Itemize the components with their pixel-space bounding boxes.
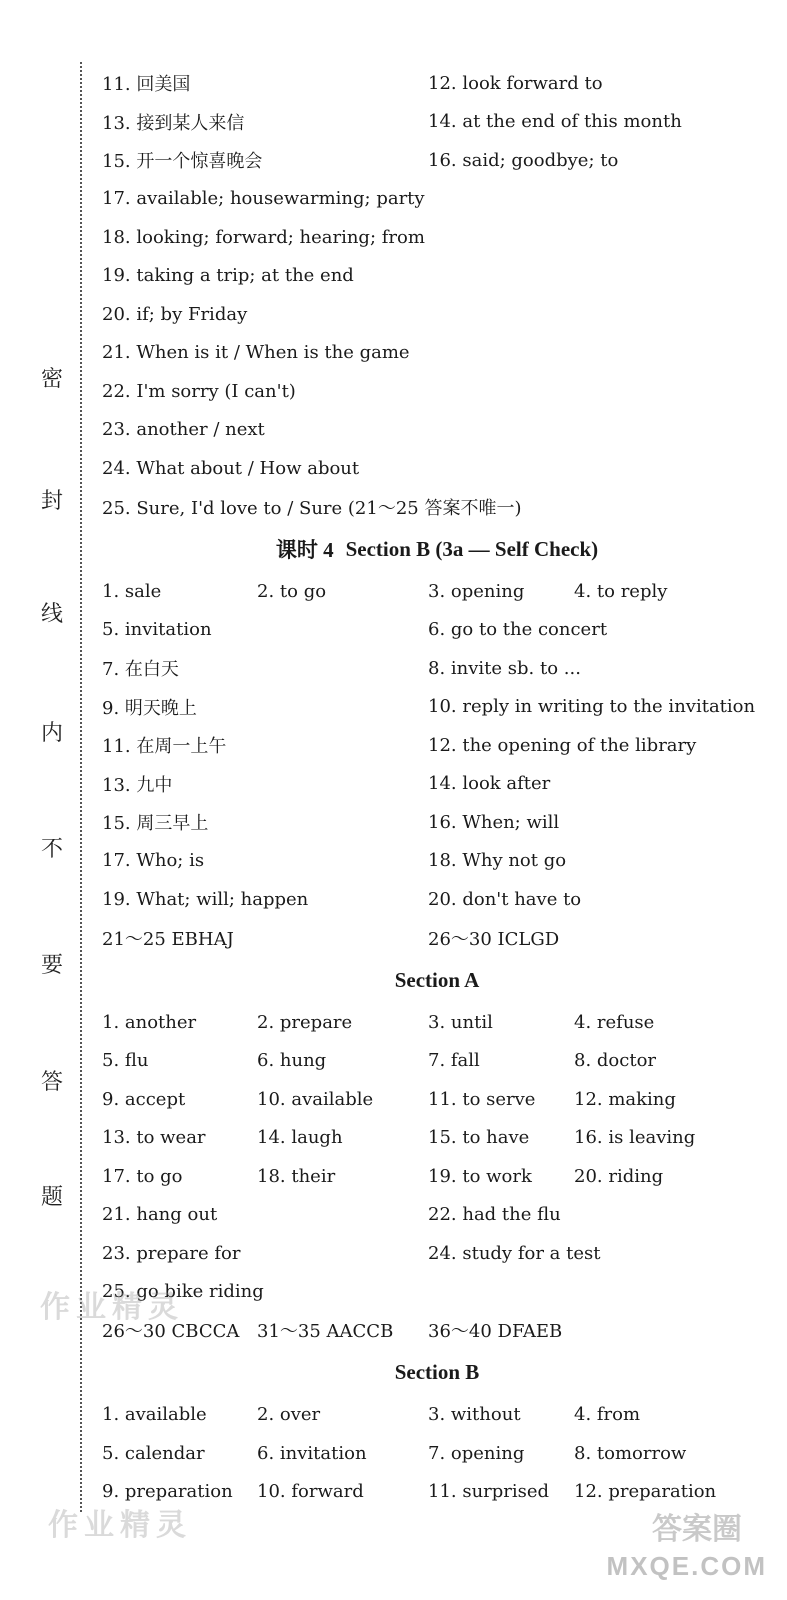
answer-row — [102, 842, 772, 881]
answer-item: 5. invitation — [102, 619, 212, 641]
answer-item: 13. 接到某人来信 — [102, 112, 245, 134]
section-heading-lesson4 — [102, 526, 772, 572]
answer-item: 4. refuse — [574, 1011, 655, 1033]
answer-item: 25. Sure, I'd love to / Sure (21～25 答案不唯一) — [102, 497, 522, 519]
answer-row — [102, 1311, 772, 1350]
answer-item: 11. 在周一上午 — [102, 736, 227, 758]
answer-row — [102, 218, 772, 257]
answer-item: 18. their — [257, 1165, 336, 1187]
seal-char: 要 — [40, 953, 63, 978]
answer-item: 25. go bike riding — [102, 1281, 264, 1303]
answer-row — [102, 765, 772, 804]
answer-row — [102, 1157, 772, 1196]
answer-row — [102, 257, 772, 296]
answer-row — [102, 1434, 772, 1473]
answer-item: 10. reply in writing to the invitation — [428, 696, 756, 718]
answers-block-1 — [102, 64, 772, 526]
answer-row — [102, 449, 772, 488]
answer-item: 13. 九中 — [102, 774, 173, 796]
answer-item: 17. to go — [102, 1165, 183, 1187]
answer-row — [102, 919, 772, 958]
answers-block-3 — [102, 1003, 772, 1350]
answer-row — [102, 488, 772, 527]
answer-item: 14. laugh — [257, 1127, 343, 1149]
answer-item: 2. to go — [257, 580, 327, 602]
answer-item: 26～30 ICLGD — [428, 928, 560, 950]
answer-item: 3. without — [428, 1404, 521, 1426]
answer-item: 17. Who; is — [102, 850, 205, 872]
answer-item: 20. riding — [574, 1165, 664, 1187]
seal-char: 答 — [40, 1070, 63, 1095]
answer-row — [102, 1196, 772, 1235]
answer-item: 15. 周三早上 — [102, 813, 209, 835]
answer-row — [102, 1080, 772, 1119]
answer-item: 11. surprised — [428, 1481, 550, 1503]
answer-item: 21. When is it / When is the game — [102, 342, 410, 364]
answer-item: 10. available — [257, 1088, 374, 1110]
answer-item: 24. study for a test — [428, 1242, 601, 1264]
answer-item: 3. opening — [428, 580, 525, 602]
answer-item: 36～40 DFAEB — [428, 1321, 563, 1343]
answer-item: 15. to have — [428, 1127, 530, 1149]
answer-item: 6. go to the concert — [428, 619, 608, 641]
answer-item: 3. until — [428, 1011, 493, 1033]
answer-item: 1. sale — [102, 580, 162, 602]
answer-item: 4. from — [574, 1404, 641, 1426]
answer-item: 1. available — [102, 1404, 207, 1426]
answer-row — [102, 688, 772, 727]
answer-row — [102, 572, 772, 611]
answer-row — [102, 103, 772, 142]
answer-item: 22. I'm sorry (I can't) — [102, 380, 296, 402]
answer-item: 6. invitation — [257, 1442, 367, 1464]
seal-char: 题 — [40, 1185, 63, 1210]
answer-item: 7. opening — [428, 1442, 525, 1464]
answer-row — [102, 372, 772, 411]
watermark: 作业精灵 — [40, 1290, 184, 1325]
answer-item: 18. Why not go — [428, 850, 567, 872]
seal-char: 内 — [40, 721, 63, 746]
answer-row — [102, 295, 772, 334]
answer-item: 12. preparation — [574, 1481, 717, 1503]
answer-item: 19. taking a trip; at the end — [102, 265, 354, 287]
answer-item: 21. hang out — [102, 1204, 218, 1226]
answer-item: 8. tomorrow — [574, 1442, 687, 1464]
answer-row — [102, 1396, 772, 1435]
answer-row — [102, 803, 772, 842]
answer-item: 21～25 EBHAJ — [102, 928, 234, 950]
answer-item: 12. look forward to — [428, 72, 603, 94]
answer-item: 5. calendar — [102, 1442, 205, 1464]
answer-item: 18. looking; forward; hearing; from — [102, 226, 425, 248]
answer-item: 19. What; will; happen — [102, 888, 309, 910]
answer-item: 22. had the flu — [428, 1204, 561, 1226]
answer-item: 31～35 AACCB — [257, 1321, 394, 1343]
seal-char: 封 — [40, 489, 63, 514]
answer-row — [102, 726, 772, 765]
answer-item: 16. is leaving — [574, 1127, 696, 1149]
answer-row — [102, 1119, 772, 1158]
answer-item: 16. said; goodbye; to — [428, 149, 619, 171]
answer-item: 8. invite sb. to ... — [428, 657, 581, 679]
answer-row — [102, 1273, 772, 1312]
site-logo-mark: 答案圈 — [652, 1512, 742, 1547]
answer-item: 9. accept — [102, 1088, 186, 1110]
answer-row — [102, 1042, 772, 1081]
section-heading-b: Section B — [394, 1360, 480, 1384]
watermark: 作业精灵 — [48, 1508, 192, 1543]
answer-item: 11. to serve — [428, 1088, 536, 1110]
answer-item: 2. prepare — [257, 1011, 353, 1033]
answer-item: 19. to work — [428, 1165, 532, 1187]
answer-item: 1. another — [102, 1011, 197, 1033]
answer-item: 5. flu — [102, 1050, 149, 1072]
answer-row — [102, 880, 772, 919]
seal-char: 密 — [40, 367, 63, 392]
answer-item: 6. hung — [257, 1050, 327, 1072]
answer-item: 12. the opening of the library — [428, 734, 697, 756]
answer-item: 23. prepare for — [102, 1242, 241, 1264]
site-logo: MXQE.COM — [606, 1551, 767, 1581]
answer-row — [102, 180, 772, 219]
answer-item: 13. to wear — [102, 1127, 206, 1149]
answer-item: 11. 回美国 — [102, 74, 191, 96]
answer-item: 24. What about / How about — [102, 457, 360, 479]
answer-row — [102, 64, 772, 103]
answers-block-4 — [102, 1396, 772, 1512]
answer-item: 9. preparation — [102, 1481, 233, 1503]
answer-row — [102, 1003, 772, 1042]
answer-item: 23. another / next — [102, 419, 265, 441]
answer-item: 14. at the end of this month — [428, 111, 682, 133]
section-heading-a: Section A — [394, 967, 480, 992]
answer-row — [102, 141, 772, 180]
answer-item: 2. over — [257, 1404, 321, 1426]
answer-row — [102, 649, 772, 688]
answer-sheet — [102, 64, 772, 1511]
lesson-title: Section B (3a — Self Check) — [345, 536, 599, 561]
answer-item: 4. to reply — [574, 580, 668, 602]
answer-item: 7. fall — [428, 1050, 480, 1072]
answer-item: 26～30 CBCCA — [102, 1321, 240, 1343]
seal-char: 线 — [40, 602, 63, 627]
answer-item: 7. 在白天 — [102, 659, 179, 681]
answer-item: 20. if; by Friday — [102, 303, 248, 325]
answer-item: 10. forward — [257, 1481, 364, 1503]
answer-row — [102, 611, 772, 650]
answers-block-2 — [102, 572, 772, 957]
seal-char: 不 — [40, 837, 63, 862]
answer-item: 20. don't have to — [428, 888, 582, 910]
answer-row — [102, 411, 772, 450]
answer-item: 16. When; will — [428, 811, 560, 833]
answer-row — [102, 1234, 772, 1273]
answer-item: 17. available; housewarming; party — [102, 188, 425, 210]
answer-item: 14. look after — [428, 773, 551, 795]
answer-item: 12. making — [574, 1088, 676, 1110]
answer-row — [102, 334, 772, 373]
answer-item: 15. 开一个惊喜晚会 — [102, 151, 263, 173]
answer-item: 9. 明天晚上 — [102, 697, 197, 719]
answer-item: 8. doctor — [574, 1050, 657, 1072]
lesson-label: 课时 4 — [275, 538, 334, 562]
